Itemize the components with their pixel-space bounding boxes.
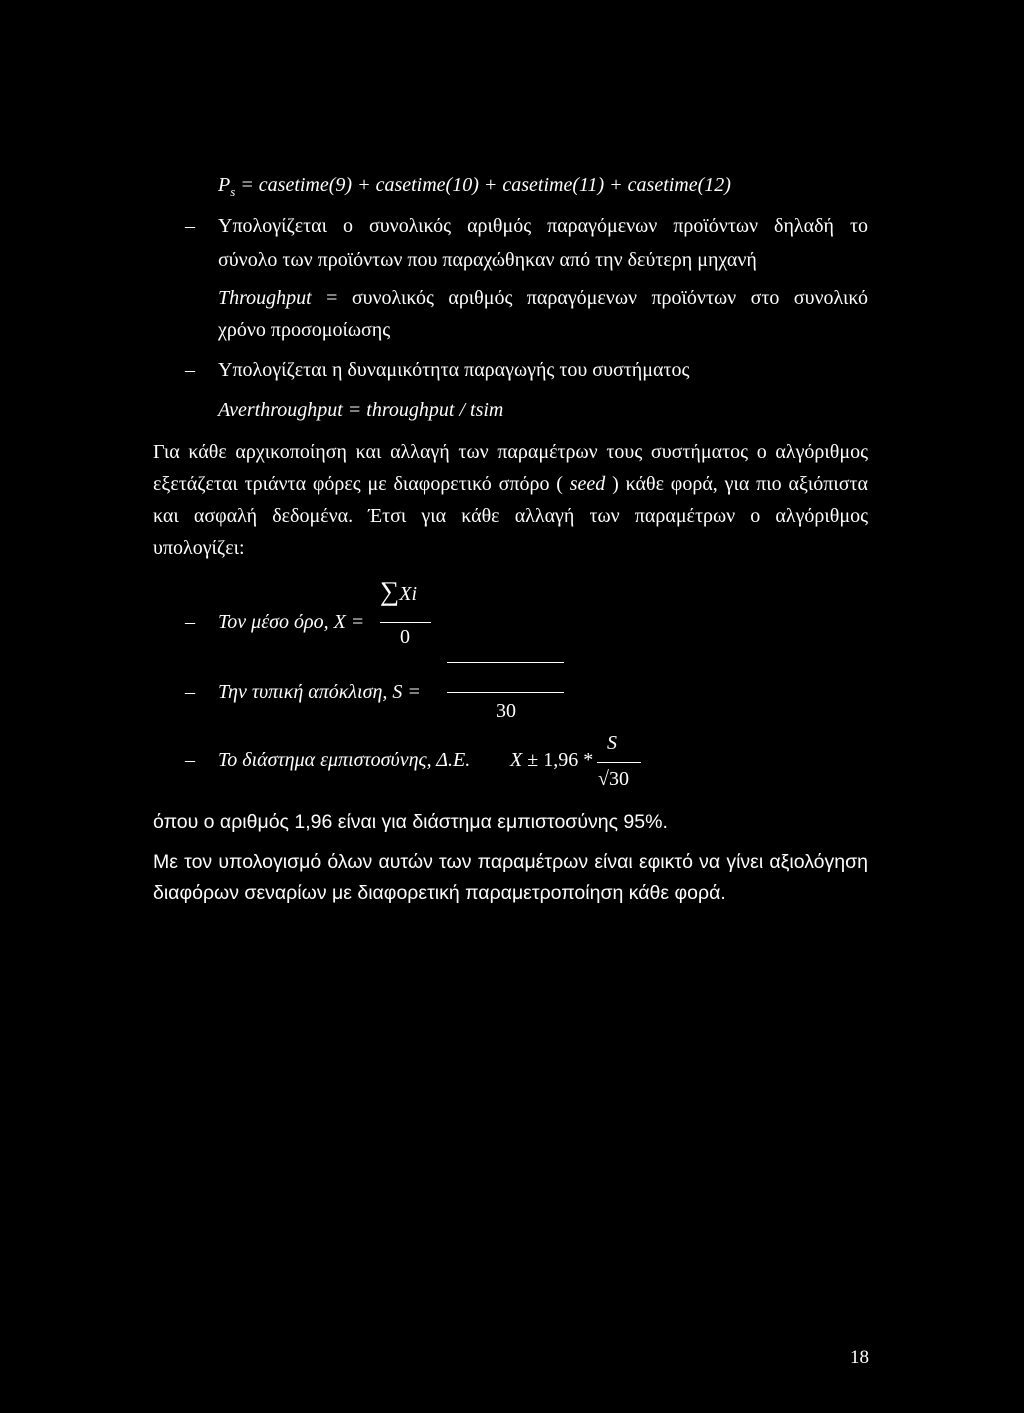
formula-throughput-line2: χρόνο προσομοίωσης <box>218 319 391 341</box>
std-dev-fraction-bar <box>447 692 564 693</box>
formula-ps-symbol: P <box>218 174 231 196</box>
std-dev-label: Την τυπική απόκλιση, S = <box>218 681 421 703</box>
confidence-note: όπου ο αριθμός 1,96 είναι για διάστημα εμπιστοσύνης 95%. <box>153 811 668 833</box>
confidence-denominator <box>598 767 629 791</box>
confidence-operator: ± 1,96 * <box>527 749 594 771</box>
conclusion-line1: Με τον υπολογισμό όλων αυτών των παραμέτρων είναι εφικτό να γίνει αξιολόγηση <box>153 851 868 873</box>
mean-numerator-variable: Xi <box>399 583 418 605</box>
std-dev-denominator: 30 <box>496 700 516 722</box>
formula-ps-subscript: s <box>230 184 236 199</box>
square-root-symbol: √ <box>598 768 609 790</box>
paragraph-method-line1: Για κάθε αρχικοποίηση και αλλαγή των παραμέτρων τους συστήματος ο αλγόριθμος <box>153 441 868 463</box>
formula-throughput-term: Throughput <box>218 287 312 309</box>
formula-throughput-line1 <box>218 286 868 310</box>
item-capacity-text: Υπολογίζεται η δυναμικότητα παραγωγής του συστήματος <box>218 359 690 381</box>
confidence-numerator: S <box>607 732 617 754</box>
paragraph-method-line4: υπολογίζει: <box>153 537 245 559</box>
confidence-denominator-value: 30 <box>608 768 629 790</box>
paragraph-method-line2-before: εξετάζεται τριάντα φόρες με διαφορετικό σπόρο ( <box>153 473 563 495</box>
mean-denominator: 0 <box>400 626 410 648</box>
formula-avg-throughput: Averthroughput = throughput / tsim <box>218 399 504 421</box>
paragraph-method-line3: και ασφαλή δεδομένα. Έτσι για κάθε αλλαγή των παραμέτρων ο αλγόριθμος <box>153 505 868 527</box>
item-total-products-line1: Υπολογίζεται ο συνολικός αριθμός παραγόμενων προϊόντων δηλαδή το <box>218 215 868 237</box>
confidence-expression <box>510 748 593 772</box>
confidence-label: Το διάστημα εμπιστοσύνης, Δ.Ε. <box>218 749 471 771</box>
bullet-dash: – <box>185 749 195 771</box>
confidence-fraction-bar <box>597 762 641 763</box>
item-total-products-line2: σύνολο των προϊόντων που παραχώθηκαν από την δεύτερη μηχανή <box>218 249 757 271</box>
paragraph-method-line2 <box>153 472 868 496</box>
bullet-dash: – <box>185 359 195 381</box>
mean-numerator <box>380 576 417 606</box>
paragraph-method-line2-after: ) κάθε φορά, για πιο αξιόπιστα <box>612 473 869 495</box>
formula-throughput-definition: = συνολικός αριθμός παραγόμενων προϊόντων στο συνολικό <box>326 287 869 309</box>
summation-symbol: ∑ <box>380 576 400 606</box>
mean-fraction-bar <box>380 622 431 623</box>
bullet-dash: – <box>185 681 195 703</box>
bullet-dash: – <box>185 215 195 237</box>
formula-ps-expression: = casetime(9) + casetime(10) + casetime(11) + casetime(12) <box>240 174 731 196</box>
conclusion-line2: διαφόρων σεναρίων με διαφορετική παραμετροποίηση κάθε φορά. <box>153 882 726 904</box>
seed-term: seed <box>569 473 606 495</box>
std-dev-numerator-bar <box>447 662 564 663</box>
confidence-variable: X <box>510 749 523 771</box>
page-number: 18 <box>850 1347 869 1368</box>
mean-label: Τον μέσο όρο, X = <box>218 611 365 633</box>
bullet-dash: – <box>185 611 195 633</box>
formula-ps <box>218 173 731 199</box>
